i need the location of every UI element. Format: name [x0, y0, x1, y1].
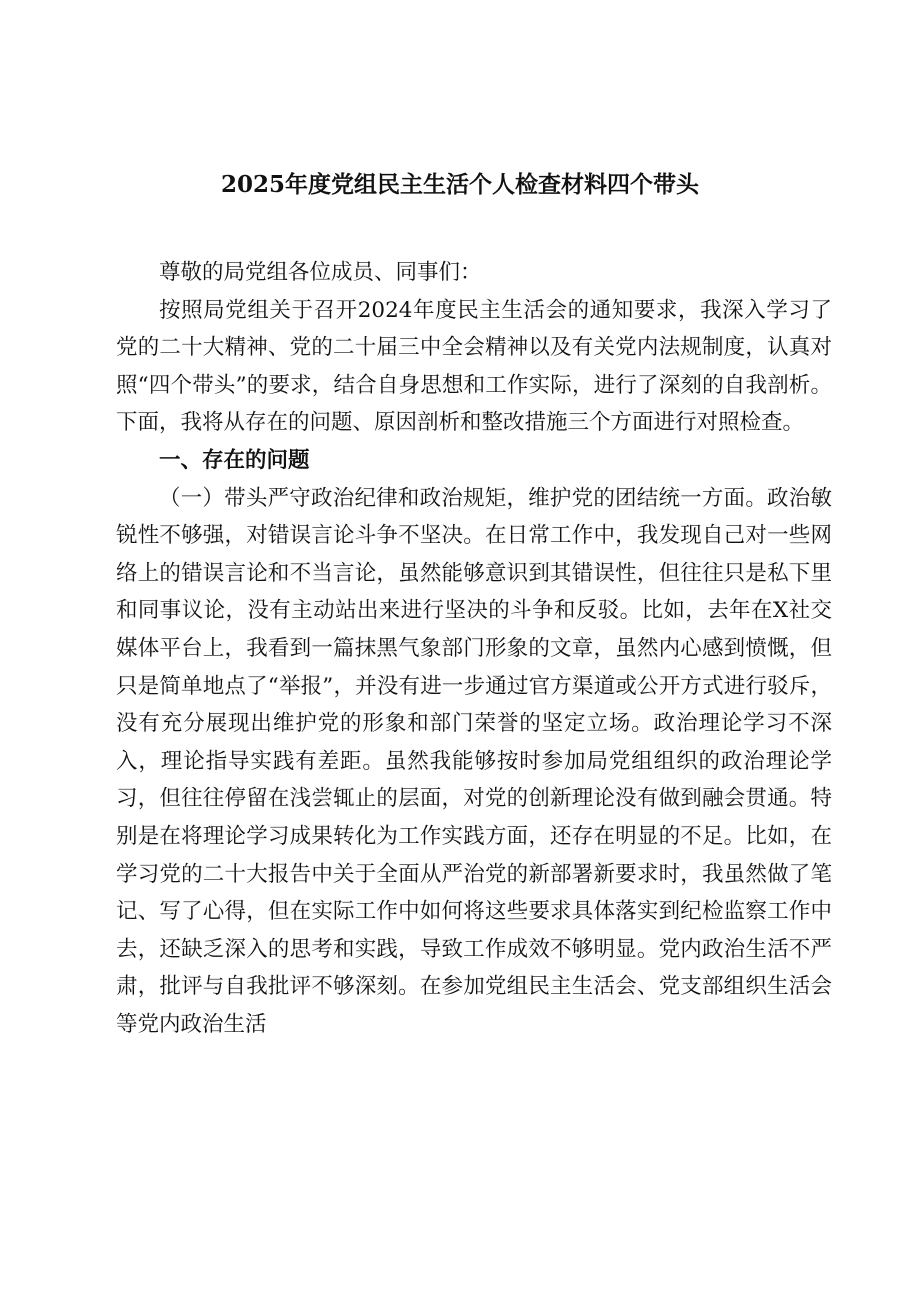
section-heading: 一、存在的问题 — [159, 447, 310, 473]
salutation: 尊敬的局党组各位成员、同事们： — [159, 260, 482, 285]
intro-paragraph: 按照局党组关于召开2024年度民主生活会的通知要求，我深入学习了党的二十大精神、党的二十届三中全会精神以及有关党内法规制度，认真对照“四个带头”的要求，结合自身思想和工作实际，进行了深刻的自我剖析。下面，我将从存在的问题、原因剖析和整改措施三个方面进行对照检查。 — [116, 297, 832, 436]
document-title: 2025年度党组民主生活个人检查材料四个带头 — [220, 171, 699, 198]
subsection-paragraph: （一）带头严守政治纪律和政治规矩，维护党的团结统一方面。政治敏锐性不够强，对错误言论斗争不坚决。在日常工作中，我发现自己对一些网络上的错误言论和不当言论，虽然能够意识到其错误性，但往往只是私下里和同事议论，没有主动站出来进行坚决的斗争和反驳。比如，去年在X社交媒体平台上，我看到一篇抹黑气象部门形象的文章，虽然内心感到愤慨，但只是简单地点了“举报”，并没有进一步通过官方渠道或公开方式进行驳斥，没有充分展现出维护党的形象和部门荣誉的坚定立场。政治理论学习不深入，理论指导实践有差距。虽然我能够按时参加局党组组织的政治理论学习，但往往停留在浅尝辄止的层面，对党的创新理论没有做到融会贯通。特别是在将理论学习成果转化为工作实践方面，还存在明显的不足。比如，在学习党的二十大报告中关于全面从严治党的新部署新要求时，我虽然做了笔记、写了心得，但在实际工作中如何将这些要求具体落实到纪检监察工作中去，还缺乏深入的思考和实践，导致工作成效不够明显。党内政治生活不严肃，批评与自我批评不够深刻。在参加党组民主生活会、党支部组织生活会等党内政治生活 — [116, 485, 832, 1037]
document-body — [116, 254, 832, 1043]
